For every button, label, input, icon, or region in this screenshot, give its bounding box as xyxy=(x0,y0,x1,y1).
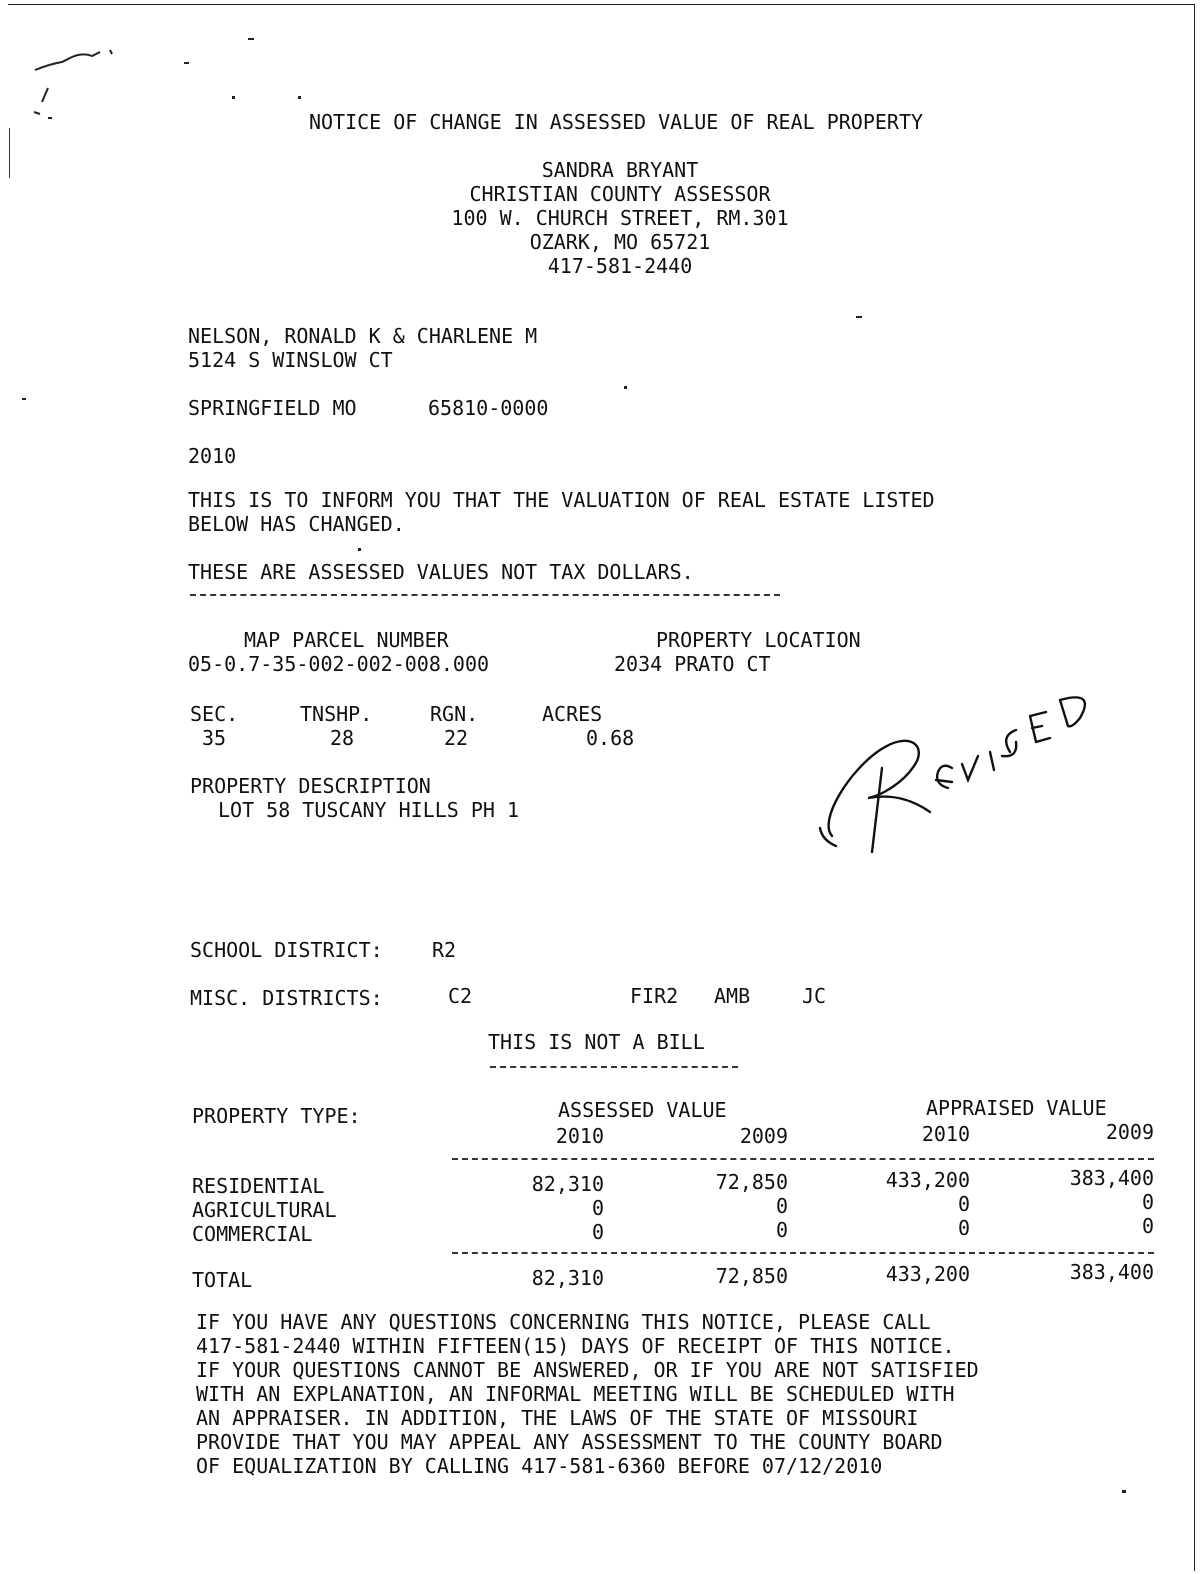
divider xyxy=(490,1066,738,1068)
assessor-street: 100 W. CHURCH STREET, RM.301 xyxy=(451,206,789,230)
appraised-value-header: APPRAISED VALUE xyxy=(926,1096,1107,1120)
row-value: 0 xyxy=(775,1194,788,1218)
divider xyxy=(452,1252,1154,1254)
assessed-value-header: ASSESSED VALUE xyxy=(558,1098,727,1122)
scan-speck xyxy=(856,316,862,318)
total-value: 433,200 xyxy=(885,1262,970,1286)
footer-line: 417-581-2440 WITHIN FIFTEEN(15) DAYS OF RECEIPT OF THIS NOTICE. xyxy=(196,1334,955,1358)
row-type: AGRICULTURAL xyxy=(192,1198,337,1222)
total-value: 82,310 xyxy=(531,1266,604,1290)
row-value: 0 xyxy=(1141,1190,1154,1214)
scan-speck xyxy=(248,38,254,40)
row-type: RESIDENTIAL xyxy=(192,1174,325,1198)
scan-margin-mark xyxy=(9,128,10,178)
row-value: 72,850 xyxy=(715,1170,788,1194)
row-value: 433,200 xyxy=(885,1168,970,1192)
parcel-number: 05-0.7-35-002-002-008.000 xyxy=(188,652,490,676)
year-assessed-2010: 2010 xyxy=(555,1124,604,1148)
property-description: LOT 58 TUSCANY HILLS PH 1 xyxy=(218,798,520,822)
row-value: 82,310 xyxy=(531,1172,604,1196)
handwritten-revised-mark xyxy=(810,660,1110,860)
year-appraised-2009: 2009 xyxy=(1105,1120,1154,1144)
property-description-label: PROPERTY DESCRIPTION xyxy=(190,774,431,798)
misc-districts-label: MISC. DISTRICTS: xyxy=(190,986,383,1010)
parcel-number-label: MAP PARCEL NUMBER xyxy=(244,628,449,652)
scan-speck xyxy=(358,548,361,551)
sec-value: 35 xyxy=(202,726,227,750)
total-value: 383,400 xyxy=(1069,1260,1154,1284)
footer-line: IF YOU HAVE ANY QUESTIONS CONCERNING THIS NOTICE, PLEASE CALL xyxy=(196,1310,931,1334)
footer-line: PROVIDE THAT YOU MAY APPEAL ANY ASSESSMENT TO THE COUNTY BOARD xyxy=(196,1430,943,1454)
misc-district-fir2: FIR2 xyxy=(630,984,679,1008)
acres-label: ACRES xyxy=(542,702,603,726)
tnshp-value: 28 xyxy=(330,726,355,750)
row-value: 0 xyxy=(775,1218,788,1242)
school-district-value: R2 xyxy=(432,938,457,962)
rgn-value: 22 xyxy=(444,726,469,750)
owner-street: 5124 S WINSLOW CT xyxy=(188,348,393,372)
row-type: COMMERCIAL xyxy=(192,1222,313,1246)
not-a-bill: THIS IS NOT A BILL xyxy=(488,1030,705,1054)
row-value: 0 xyxy=(957,1192,970,1216)
owner-city: SPRINGFIELD MO xyxy=(188,396,357,420)
total-label: TOTAL xyxy=(192,1268,253,1292)
scan-speck xyxy=(624,386,627,389)
tnshp-label: TNSHP. xyxy=(300,702,373,726)
assessor-office: CHRISTIAN COUNTY ASSESSOR xyxy=(469,182,771,206)
acres-value: 0.68 xyxy=(586,726,635,750)
row-value: 0 xyxy=(957,1216,970,1240)
misc-district-c2: C2 xyxy=(448,984,473,1008)
misc-district-amb: AMB xyxy=(714,984,751,1008)
scan-speck xyxy=(184,62,189,64)
divider xyxy=(190,594,780,596)
assessor-name: SANDRA BRYANT xyxy=(541,158,699,182)
assessor-phone: 417-581-2440 xyxy=(547,254,693,278)
year-assessed-2009: 2009 xyxy=(739,1124,788,1148)
scan-speck xyxy=(22,398,26,400)
assessed-note: THESE ARE ASSESSED VALUES NOT TAX DOLLARS. xyxy=(188,560,694,584)
scan-speck xyxy=(298,96,301,99)
total-value: 72,850 xyxy=(715,1264,788,1288)
owner-zip: 65810-0000 xyxy=(428,396,549,420)
footer-line: WITH AN EXPLANATION, AN INFORMAL MEETING WILL BE SCHEDULED WITH xyxy=(196,1382,955,1406)
misc-district-jc: JC xyxy=(802,984,827,1008)
divider xyxy=(452,1158,1154,1160)
footer-line: OF EQUALIZATION BY CALLING 417-581-6360 BEFORE 07/12/2010 xyxy=(196,1454,883,1478)
owner-name: NELSON, RONALD K & CHARLENE M xyxy=(188,324,538,348)
scan-speck xyxy=(1122,1490,1126,1493)
property-location: 2034 PRATO CT xyxy=(614,652,771,676)
property-type-label: PROPERTY TYPE: xyxy=(192,1104,361,1128)
notice-title: NOTICE OF CHANGE IN ASSESSED VALUE OF REAL PROPERTY xyxy=(308,110,924,134)
footer-line: IF YOUR QUESTIONS CANNOT BE ANSWERED, OR IF YOU ARE NOT SATISFIED xyxy=(196,1358,979,1382)
property-location-label: PROPERTY LOCATION xyxy=(656,628,861,652)
inform-text-line-2: BELOW HAS CHANGED. xyxy=(188,512,405,536)
tax-year: 2010 xyxy=(188,444,237,468)
row-value: 0 xyxy=(591,1196,604,1220)
school-district-label: SCHOOL DISTRICT: xyxy=(190,938,383,962)
sec-label: SEC. xyxy=(190,702,239,726)
row-value: 0 xyxy=(591,1220,604,1244)
rgn-label: RGN. xyxy=(430,702,479,726)
assessor-city: OZARK, MO 65721 xyxy=(529,230,711,254)
year-appraised-2010: 2010 xyxy=(921,1122,970,1146)
footer-line: AN APPRAISER. IN ADDITION, THE LAWS OF THE STATE OF MISSOURI xyxy=(196,1406,919,1430)
inform-text-line-1: THIS IS TO INFORM YOU THAT THE VALUATION OF REAL ESTATE LISTED xyxy=(188,488,935,512)
scan-speck xyxy=(232,96,235,99)
row-value: 383,400 xyxy=(1069,1166,1154,1190)
row-value: 0 xyxy=(1141,1214,1154,1238)
